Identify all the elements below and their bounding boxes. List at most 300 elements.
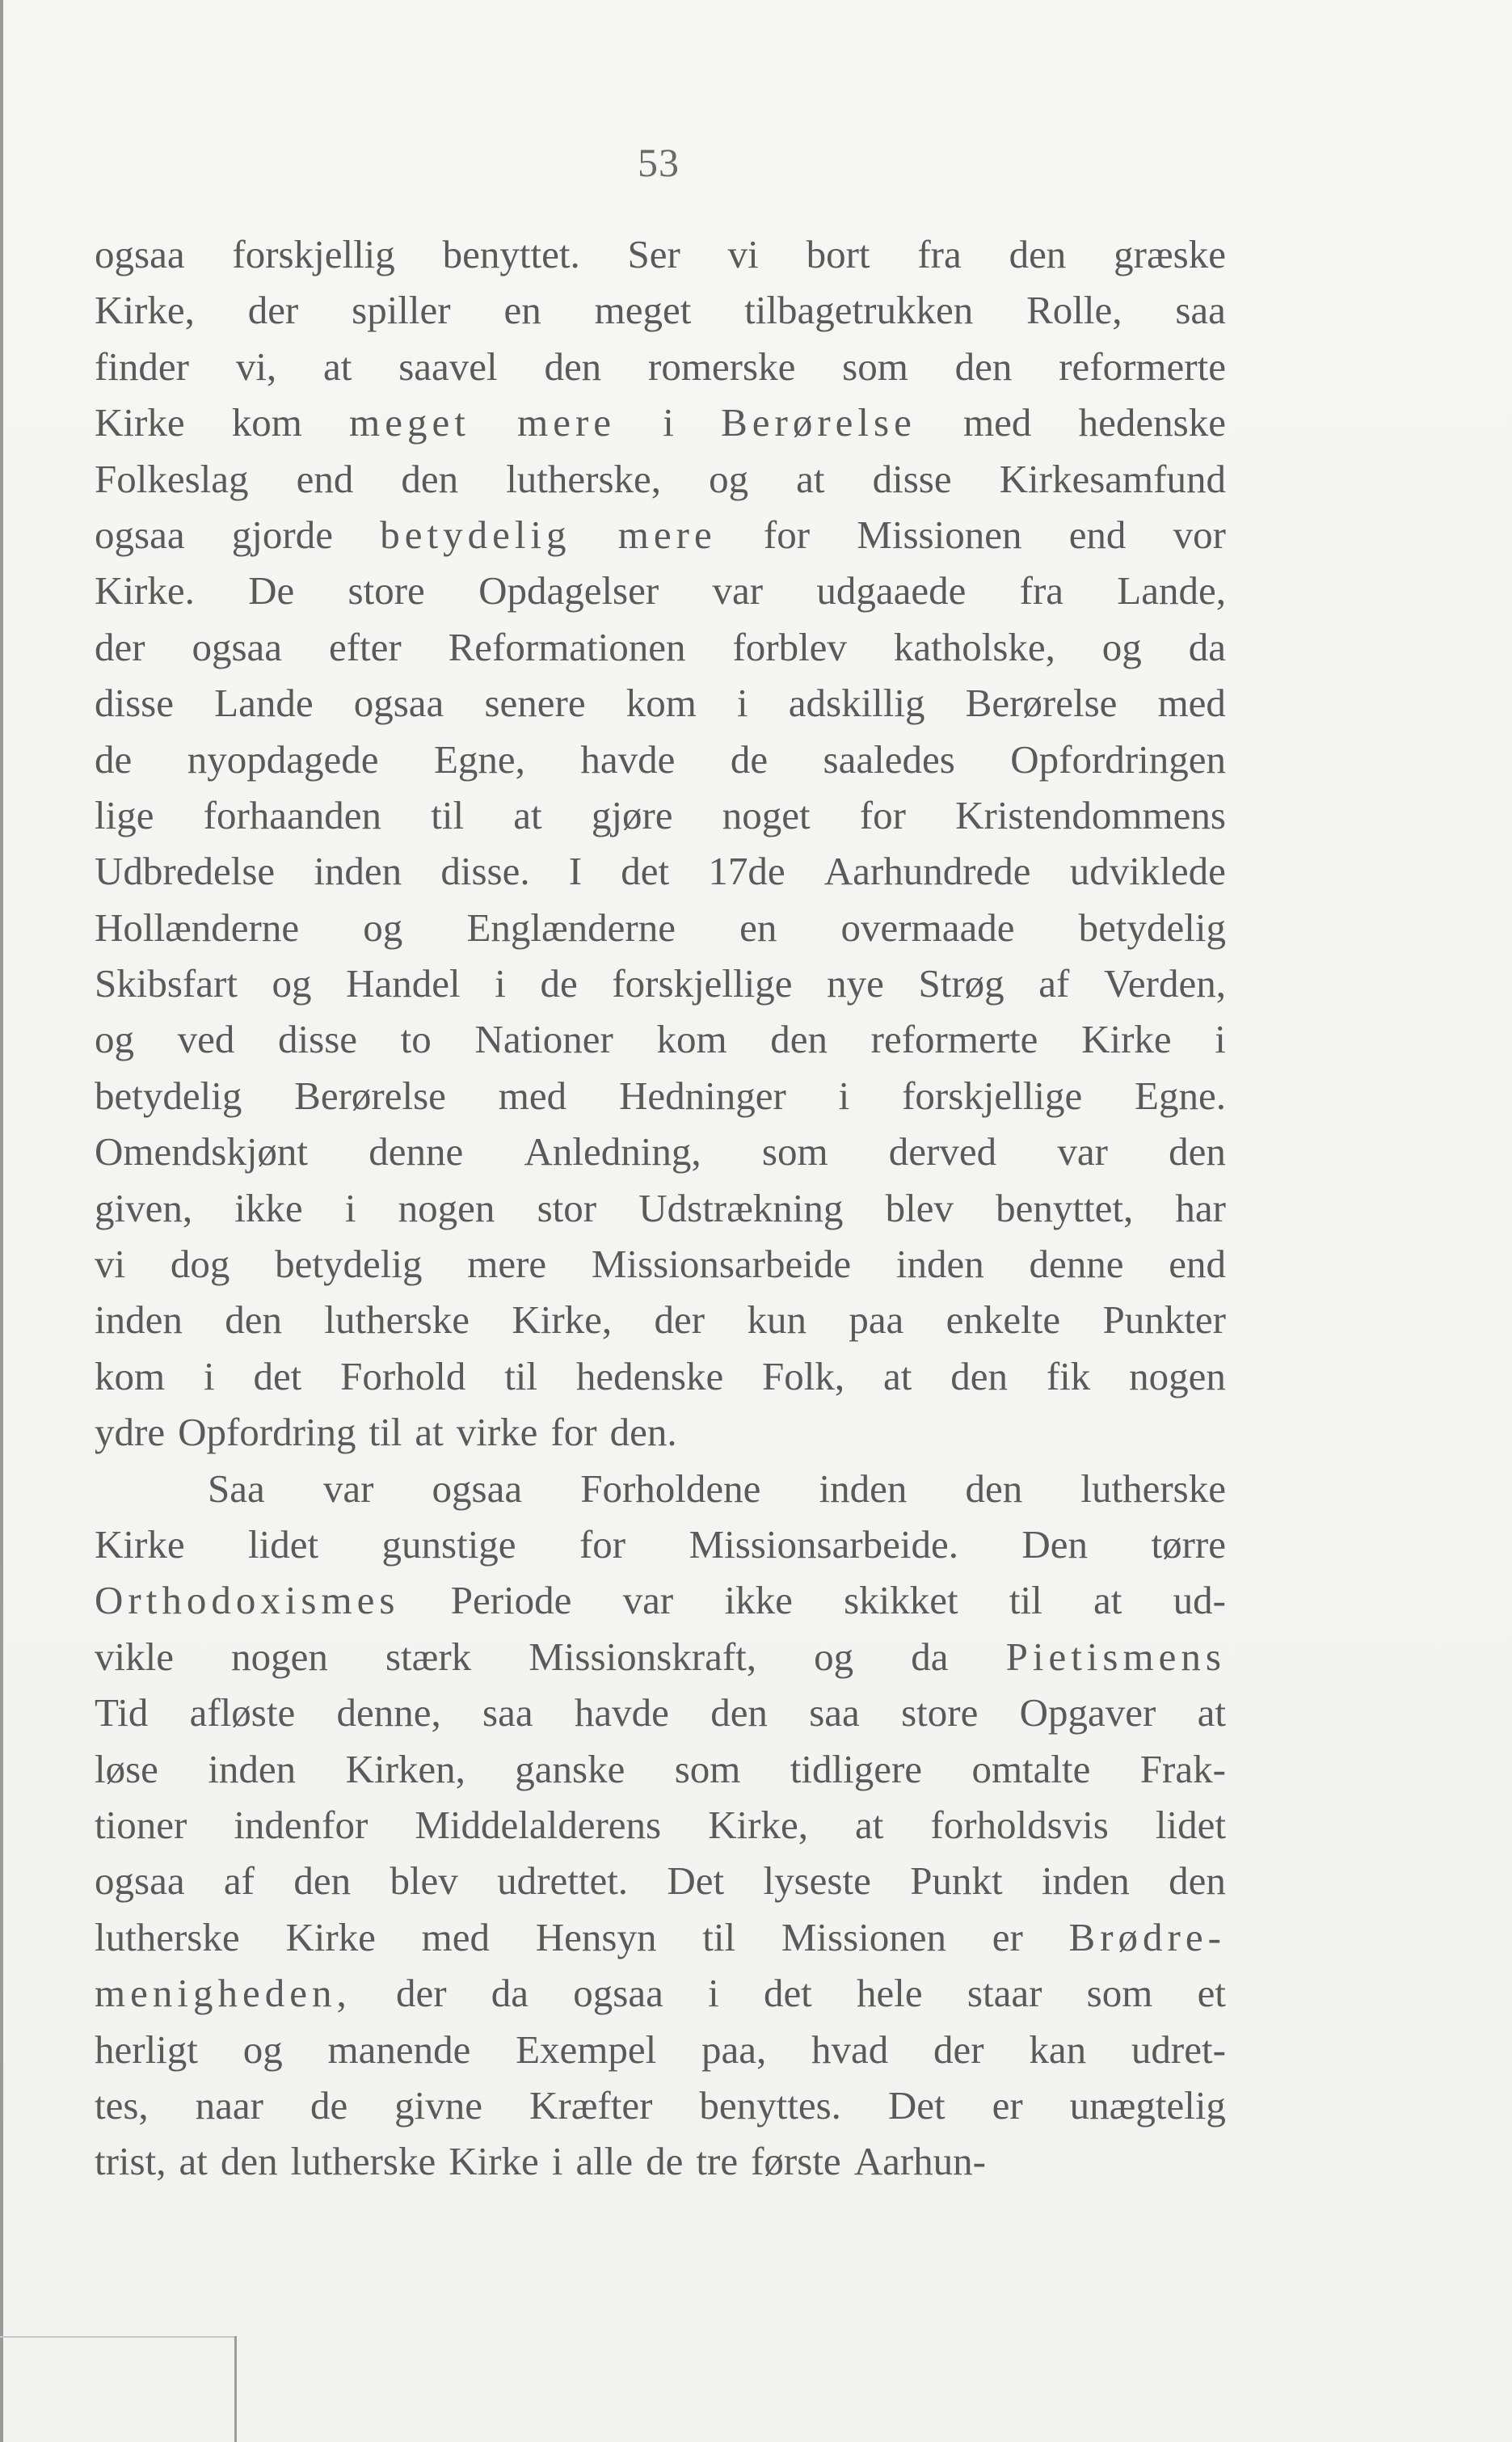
word: ogsaa [95,232,185,276]
text-line [95,1124,1226,1179]
text-line [95,1348,1226,1404]
scan-corner-marks [0,2336,242,2442]
word: afløste [189,1690,296,1736]
word: Frak- [1139,1746,1226,1791]
word: inden [208,1746,297,1791]
text-line [95,1180,1226,1236]
word: mere [617,512,717,557]
word: inden [95,1297,183,1343]
word: udret- [1131,2027,1226,2072]
word: i [708,1971,719,2016]
word: enkelte [946,1297,1061,1343]
word: de [730,736,769,782]
word: hvad [811,2027,889,2072]
word: med [963,400,1032,445]
word: saavel [398,344,498,389]
word: kom [231,400,302,445]
word: til [1009,1578,1042,1623]
word: til [702,1914,736,1959]
word: ogsaa [573,1971,663,2016]
word: Forholdene [580,1466,761,1511]
word: forblev [732,624,847,669]
word: en [739,905,777,950]
word: nogen [231,1634,328,1679]
word: Opfordringen [1010,736,1226,782]
word: fik [1046,1353,1091,1398]
word: Kirke, [95,288,195,333]
word: Missionsarbeide [591,1242,852,1287]
word: lutherske [1080,1466,1226,1511]
word: den [544,344,602,389]
word: til [369,1410,402,1455]
word: benyttet, [996,1185,1134,1230]
word: græske [1114,232,1226,276]
word: Missionskraft, [529,1634,756,1679]
word: tes, [95,2082,149,2128]
word: kan [1029,2027,1087,2072]
word: det [253,1353,302,1398]
text-line [95,1909,1226,1965]
word: Folkeslag [95,456,249,501]
word: store [347,568,425,614]
text-line [95,1404,1226,1460]
word: Ser [627,232,680,276]
word: Kirken, [345,1746,465,1791]
word: at [179,2139,208,2184]
word: Folk, [762,1353,845,1398]
text-line [95,955,1226,1011]
word: de [540,961,578,1006]
word: overmaade [840,905,1015,950]
word: meget [594,288,692,333]
word: staar [967,1971,1042,2016]
word: af [223,1858,255,1904]
word: de [95,736,133,782]
word: betydelig [1078,905,1226,950]
word: vikle [95,1634,174,1679]
word: Kirke. [95,568,195,614]
word: kun [747,1297,807,1343]
word: skikket [844,1578,958,1623]
word: for [763,512,811,557]
word: Periode [450,1578,572,1623]
word: katholske, [893,624,1055,669]
word: i [344,1185,356,1230]
word: den [1009,232,1067,276]
word: Opgaver [1019,1690,1156,1736]
word: derved [888,1129,997,1175]
word: benyttes. [699,2082,841,2128]
text-line [95,394,1226,450]
word: der [654,1297,705,1343]
word: dog [170,1242,230,1287]
word: alle [575,2139,634,2184]
text-line [95,1853,1226,1908]
word: i [663,400,674,445]
word: da [491,1971,529,2016]
word: lutherske [324,1297,470,1343]
word: saa [1175,288,1226,333]
word: Kirke, [708,1802,808,1847]
word: som [761,1129,828,1175]
word: lidet [248,1521,319,1567]
word: den [950,1353,1008,1398]
word: hele [857,1971,923,2016]
word: benyttet. [442,232,580,276]
text-line [95,675,1226,731]
word: at [513,792,542,837]
word: løse [95,1746,158,1791]
word: denne [1029,1242,1124,1287]
word: Skibsfart [95,961,238,1006]
text-line [95,226,1226,282]
word: mere [517,400,617,445]
word: og [363,905,403,950]
word: ved [177,1017,235,1062]
word: den. [609,1410,677,1455]
word: at [883,1353,912,1398]
text-line [95,339,1226,394]
word: paa, [701,2027,767,2072]
scan-edge-line [0,2336,234,2338]
word: vi [95,1242,126,1287]
word: var [1057,1129,1108,1175]
word: Egne, [433,736,525,782]
word: Opfordring [178,1410,356,1455]
word: for [859,792,906,837]
word: trist, [95,2139,166,2184]
word: kom [656,1017,727,1062]
word: tre [696,2139,739,2184]
body-text [95,226,1226,2190]
word: manende [327,2027,471,2072]
word: og [95,1017,134,1062]
word: at [796,456,825,501]
word: at [323,344,352,389]
word: som [674,1746,741,1791]
text-line [95,1236,1226,1292]
word: reformerte [1059,344,1226,389]
word: Verden, [1103,961,1226,1006]
word: den [965,1466,1023,1511]
word: i [736,681,748,726]
word: for [579,1521,626,1567]
word: tioner [95,1802,187,1847]
word: lutherske [290,2139,436,2184]
word: i [495,961,506,1006]
word: den [954,344,1013,389]
word: blev [885,1185,954,1230]
word: Englænderne [466,905,676,950]
word: med [1157,681,1226,726]
word: nogen [398,1185,495,1230]
word: gunstige [381,1521,516,1567]
word: disse. [440,849,530,894]
word: og [709,456,749,501]
word: gjorde [231,512,333,557]
word: at [1093,1578,1122,1623]
word: reformerte [870,1017,1038,1062]
word: saa [809,1690,860,1736]
word: med [498,1073,567,1118]
word: og [814,1634,854,1679]
word: ydre [95,1410,166,1455]
word: Berørelse [965,681,1118,726]
word: som [1086,1971,1153,2016]
word: i [1215,1017,1226,1062]
word: Hensyn [535,1914,657,1959]
word: og [242,2027,283,2072]
word: var [712,568,764,614]
word: en [503,288,541,333]
word: vi [727,232,759,276]
text-line [95,619,1226,675]
word: givne [394,2082,483,2128]
word: kom [625,681,697,726]
word: Punkter [1102,1297,1226,1343]
word: Orthodoxismes [95,1578,400,1623]
word: romerske [648,344,796,389]
word: lyseste [763,1858,871,1904]
word: ogsaa [95,1858,185,1904]
word: Kirke [95,400,185,445]
word: mere [467,1242,547,1287]
word: har [1175,1185,1226,1230]
word: lutherske [95,1914,240,1959]
word: gjøre [591,792,673,837]
word: i [838,1073,850,1118]
word: end [1068,512,1127,557]
word: Udstrækning [638,1185,844,1230]
word: menigheden, [95,1971,352,2016]
word: udgaaede [816,568,967,614]
word: Kristendommens [955,792,1226,837]
word: Anledning, [524,1129,701,1175]
word: disse [872,456,952,501]
word: inden [1041,1858,1130,1904]
word: Kræfter [529,2082,653,2128]
word: der [395,1971,447,2016]
word: bort [806,232,870,276]
text-line [95,1292,1226,1348]
word: lige [95,792,154,837]
word: disse [278,1017,358,1062]
word: noget [722,792,811,837]
text-line [95,1011,1226,1067]
word: Aarhun- [853,2139,986,2184]
page-left-edge [0,0,3,2442]
word: og [272,961,312,1006]
word: Missionen [857,512,1022,557]
word: lutherske, [506,456,662,501]
word: Hollænderne [95,905,300,950]
word: den [710,1690,768,1736]
text-line [95,1685,1226,1740]
word: Lande, [1117,568,1226,614]
word: saaledes [823,736,955,782]
word: udrettet. [497,1858,629,1904]
word: Rolle, [1026,288,1122,333]
word: Berørelse [294,1073,446,1118]
word: i [203,1353,215,1398]
word: fra [917,232,962,276]
word: spiller [352,288,451,333]
word: ogsaa [432,1466,523,1511]
word: Kirkesamfund [999,456,1226,501]
word: indenfor [234,1802,369,1847]
word: Kirke [449,2139,539,2184]
word: den [293,1858,352,1904]
word: ikke [234,1185,303,1230]
text-line [95,1461,1226,1516]
word: af [1038,961,1070,1006]
word: hedenske [1078,400,1226,445]
word: havde [580,736,676,782]
scan-edge-line [234,2336,237,2442]
word: Det [887,2082,946,2128]
text-line [95,563,1226,618]
word: betydelig [380,512,571,557]
word: Missionen [781,1914,946,1959]
word: betydelig [275,1242,423,1287]
text-line [95,507,1226,563]
word: tidligere [790,1746,923,1791]
word: for [550,1410,597,1455]
word: Kirke [1081,1017,1172,1062]
word: de [310,2082,348,2128]
text-line [95,2022,1226,2077]
word: omtalte [971,1746,1091,1791]
word: blev [390,1858,458,1904]
word: kom [95,1353,166,1398]
word: Kirke [95,1521,185,1567]
word: inden [314,849,402,894]
word: den [1169,1858,1226,1904]
word: der [933,2027,984,2072]
word: den [401,456,459,501]
word: adskillig [788,681,925,726]
text-line [95,1741,1226,1797]
word: Omendskjønt [95,1129,309,1175]
word: virke [456,1410,538,1455]
word: et [1197,1971,1226,2016]
word: Udbredelse [95,849,276,894]
word: den [220,2139,278,2184]
word: Hedninger [618,1073,786,1118]
word: da [911,1634,949,1679]
word: forskjellig [232,232,395,276]
word: første [751,2139,841,2184]
word: naar [195,2082,263,2128]
word: Saa [208,1466,265,1511]
word: lidet [1155,1802,1226,1847]
word: var [622,1578,674,1623]
word: er [992,2082,1023,2128]
word: Aarhundrede [823,849,1031,894]
text-line [95,1965,1226,2021]
word: der [247,288,299,333]
word: til [431,792,465,837]
word: senere [484,681,586,726]
word: nyopdagede [187,736,379,782]
word: Lande [214,681,314,726]
word: Opdagelser [478,568,659,614]
word: Strøg [918,961,1004,1006]
word: Nationer [474,1017,613,1062]
word: Berørelse [721,400,916,445]
word: Exempel [516,2027,657,2072]
word: da [1188,624,1226,669]
text-line [95,1572,1226,1628]
word: to [400,1017,432,1062]
word: tilbagetrukken [744,288,974,333]
word: at [415,1410,444,1455]
page-number: 53 [638,140,680,185]
word: ikke [724,1578,793,1623]
word: forskjellige [902,1073,1083,1118]
word: Tid [95,1690,149,1736]
word: det [621,849,670,894]
word: at [854,1802,884,1847]
word: stærk [385,1634,472,1679]
word: i [551,2139,563,2184]
word: nogen [1129,1353,1226,1398]
word: udviklede [1069,849,1226,894]
word: Middelalderens [415,1802,662,1847]
word: ud- [1173,1578,1226,1623]
text-line [95,451,1226,507]
word: saa [482,1690,533,1736]
word: Handel [346,961,461,1006]
word: Den [1021,1521,1089,1567]
text-line [95,843,1226,899]
word: der [95,624,145,669]
text-line [95,900,1226,955]
word: given, [95,1185,193,1230]
word: den [225,1297,282,1343]
word: de [646,2139,684,2184]
word: hedenske [575,1353,724,1398]
word: ogsaa [95,512,185,557]
word: ganske [515,1746,625,1791]
word: end [296,456,354,501]
word: meget [349,400,470,445]
word: det [763,1971,812,2016]
text-line [95,732,1226,787]
word: fra [1019,568,1064,614]
text-line [95,1516,1226,1572]
word: tørre [1151,1521,1226,1567]
word: Reformationen [448,624,686,669]
word: I [568,849,583,894]
word: herligt [95,2027,198,2072]
word: 17de [708,849,785,894]
word: er [992,1914,1023,1959]
word: og [1101,624,1142,669]
word: betydelig [95,1073,242,1118]
word: Kirke, [512,1297,613,1343]
word: paa [849,1297,904,1343]
word: denne, [336,1690,441,1736]
word: Missionsarbeide. [689,1521,958,1567]
word: at [1197,1690,1226,1736]
text-line [95,282,1226,338]
word: inden [819,1466,908,1511]
word: forholdsvis [930,1802,1109,1847]
word: havde [574,1690,669,1736]
text-line [95,1068,1226,1124]
word: Det [667,1858,725,1904]
